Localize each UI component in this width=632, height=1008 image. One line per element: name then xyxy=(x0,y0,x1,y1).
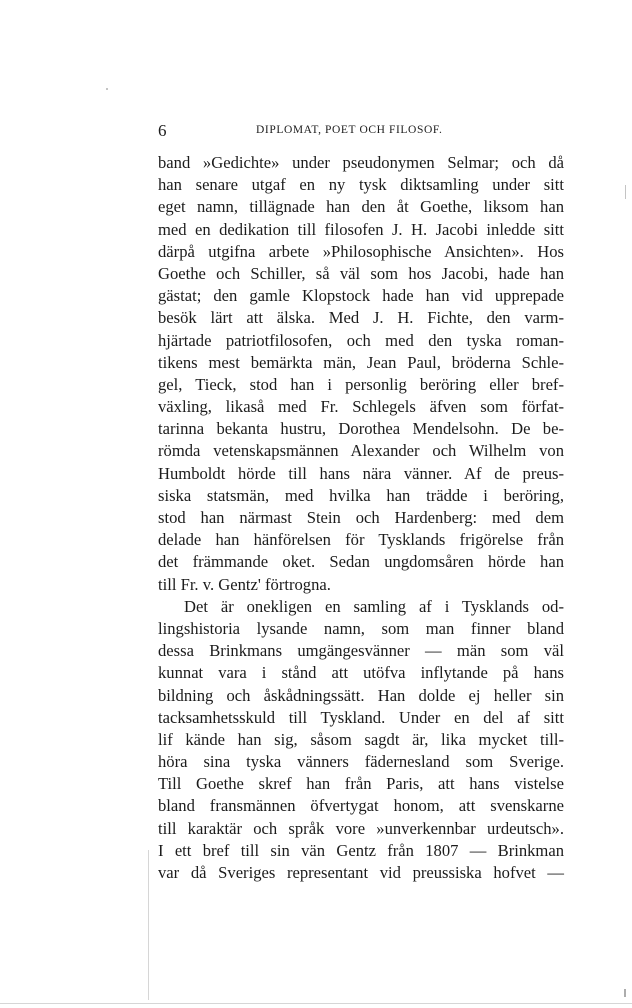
text-line: Humboldt hörde till hans nära vänner. Af de preus- xyxy=(158,463,564,483)
paragraph-last-line: till Fr. v. Gentz' förtrogna. xyxy=(158,574,331,594)
text-line: var då Sveriges representant vid preussiska hofvet — xyxy=(158,863,564,882)
text-line: bildning och åskådningssätt. Han dolde ej heller sin xyxy=(158,685,564,705)
text-line: tarinna bekanta hustru, Dorothea Mendelsohn. De be- xyxy=(158,419,564,439)
text-line: band »Gedichte» under pseudonymen Selmar; och då xyxy=(158,153,564,172)
text-line: lif kände han sig, såsom sagdt är, lika mycket till- xyxy=(158,729,564,749)
text-line: I ett bref till sin vän Gentz från 1807 — Brinkman xyxy=(158,840,564,860)
scan-mark xyxy=(625,185,626,199)
body-text xyxy=(158,152,564,884)
text-line: bland fransmännen öfvertygat honom, att svenskarne xyxy=(158,796,564,816)
page-number: 6 xyxy=(158,121,167,140)
running-title: DIPLOMAT, POET OCH FILOSOF. xyxy=(256,124,443,136)
text-line: Till Goethe skref han från Paris, att hans vistelse xyxy=(158,774,564,794)
text-line: med en dedikation till filosofen J. H. Jacobi inledde sitt xyxy=(158,219,564,239)
text-line: gel, Tieck, stod han i personlig beröring eller bref- xyxy=(158,374,564,394)
text-line: stod han närmast Stein och Hardenberg: med dem xyxy=(158,508,564,527)
text-line: kunnat vara i stånd att utöfva inflytande på hans xyxy=(158,663,564,683)
text-line: siska statsmän, med hvilka han trädde i beröring, xyxy=(158,485,564,505)
text-line: dessa Brinkmans umgängesvänner — män som väl xyxy=(158,641,564,661)
scan-mark xyxy=(624,989,626,997)
text-line: römda vetenskapsmännen Alexander och Wilhelm von xyxy=(158,441,564,461)
text-line: delade han hänförelsen för Tysklands frigörelse från xyxy=(158,530,564,550)
text-line: växling, likaså med Fr. Schlegels äfven som förfat- xyxy=(158,397,564,417)
text-line: han senare utgaf en ny tysk diktsamling under sitt xyxy=(158,175,564,195)
scan-mark xyxy=(106,88,108,90)
text-line: till karaktär och språk vore »unverkennbar urdeutsch». xyxy=(158,818,564,838)
text-line: höra sina tyska vänners fädernesland som Sverige. xyxy=(158,752,564,772)
text-line: hjärtade patriotfilosofen, och med den tyska roman- xyxy=(158,330,564,350)
text-line: därpå utgifna arbete »Philosophische Ansichten». Hos xyxy=(158,241,564,261)
page-header xyxy=(158,121,564,141)
text-line: tacksamhetsskuld till Tyskland. Under en del af sitt xyxy=(158,707,564,727)
text-line: tikens mest bemärkta män, Jean Paul, bröderna Schle- xyxy=(158,352,564,372)
text-line: lingshistoria lysande namn, som man finner bland xyxy=(158,618,564,638)
text-line: det främmande oket. Sedan ungdomsåren hörde han xyxy=(158,552,564,572)
text-line: gästat; den gamle Klopstock hade han vid upprepade xyxy=(158,286,564,306)
paragraph-first-line: Det är onekligen en samling af i Tysklands od- xyxy=(184,596,564,616)
scan-bottom-edge xyxy=(0,1003,632,1004)
text-line: eget namn, tillägnade han den åt Goethe, liksom han xyxy=(158,197,564,217)
text-line: besök lärt att älska. Med J. H. Fichte, den varm- xyxy=(158,308,564,328)
text-line: Goethe och Schiller, så väl som hos Jacobi, hade han xyxy=(158,263,564,283)
scan-margin-line xyxy=(148,850,149,1000)
